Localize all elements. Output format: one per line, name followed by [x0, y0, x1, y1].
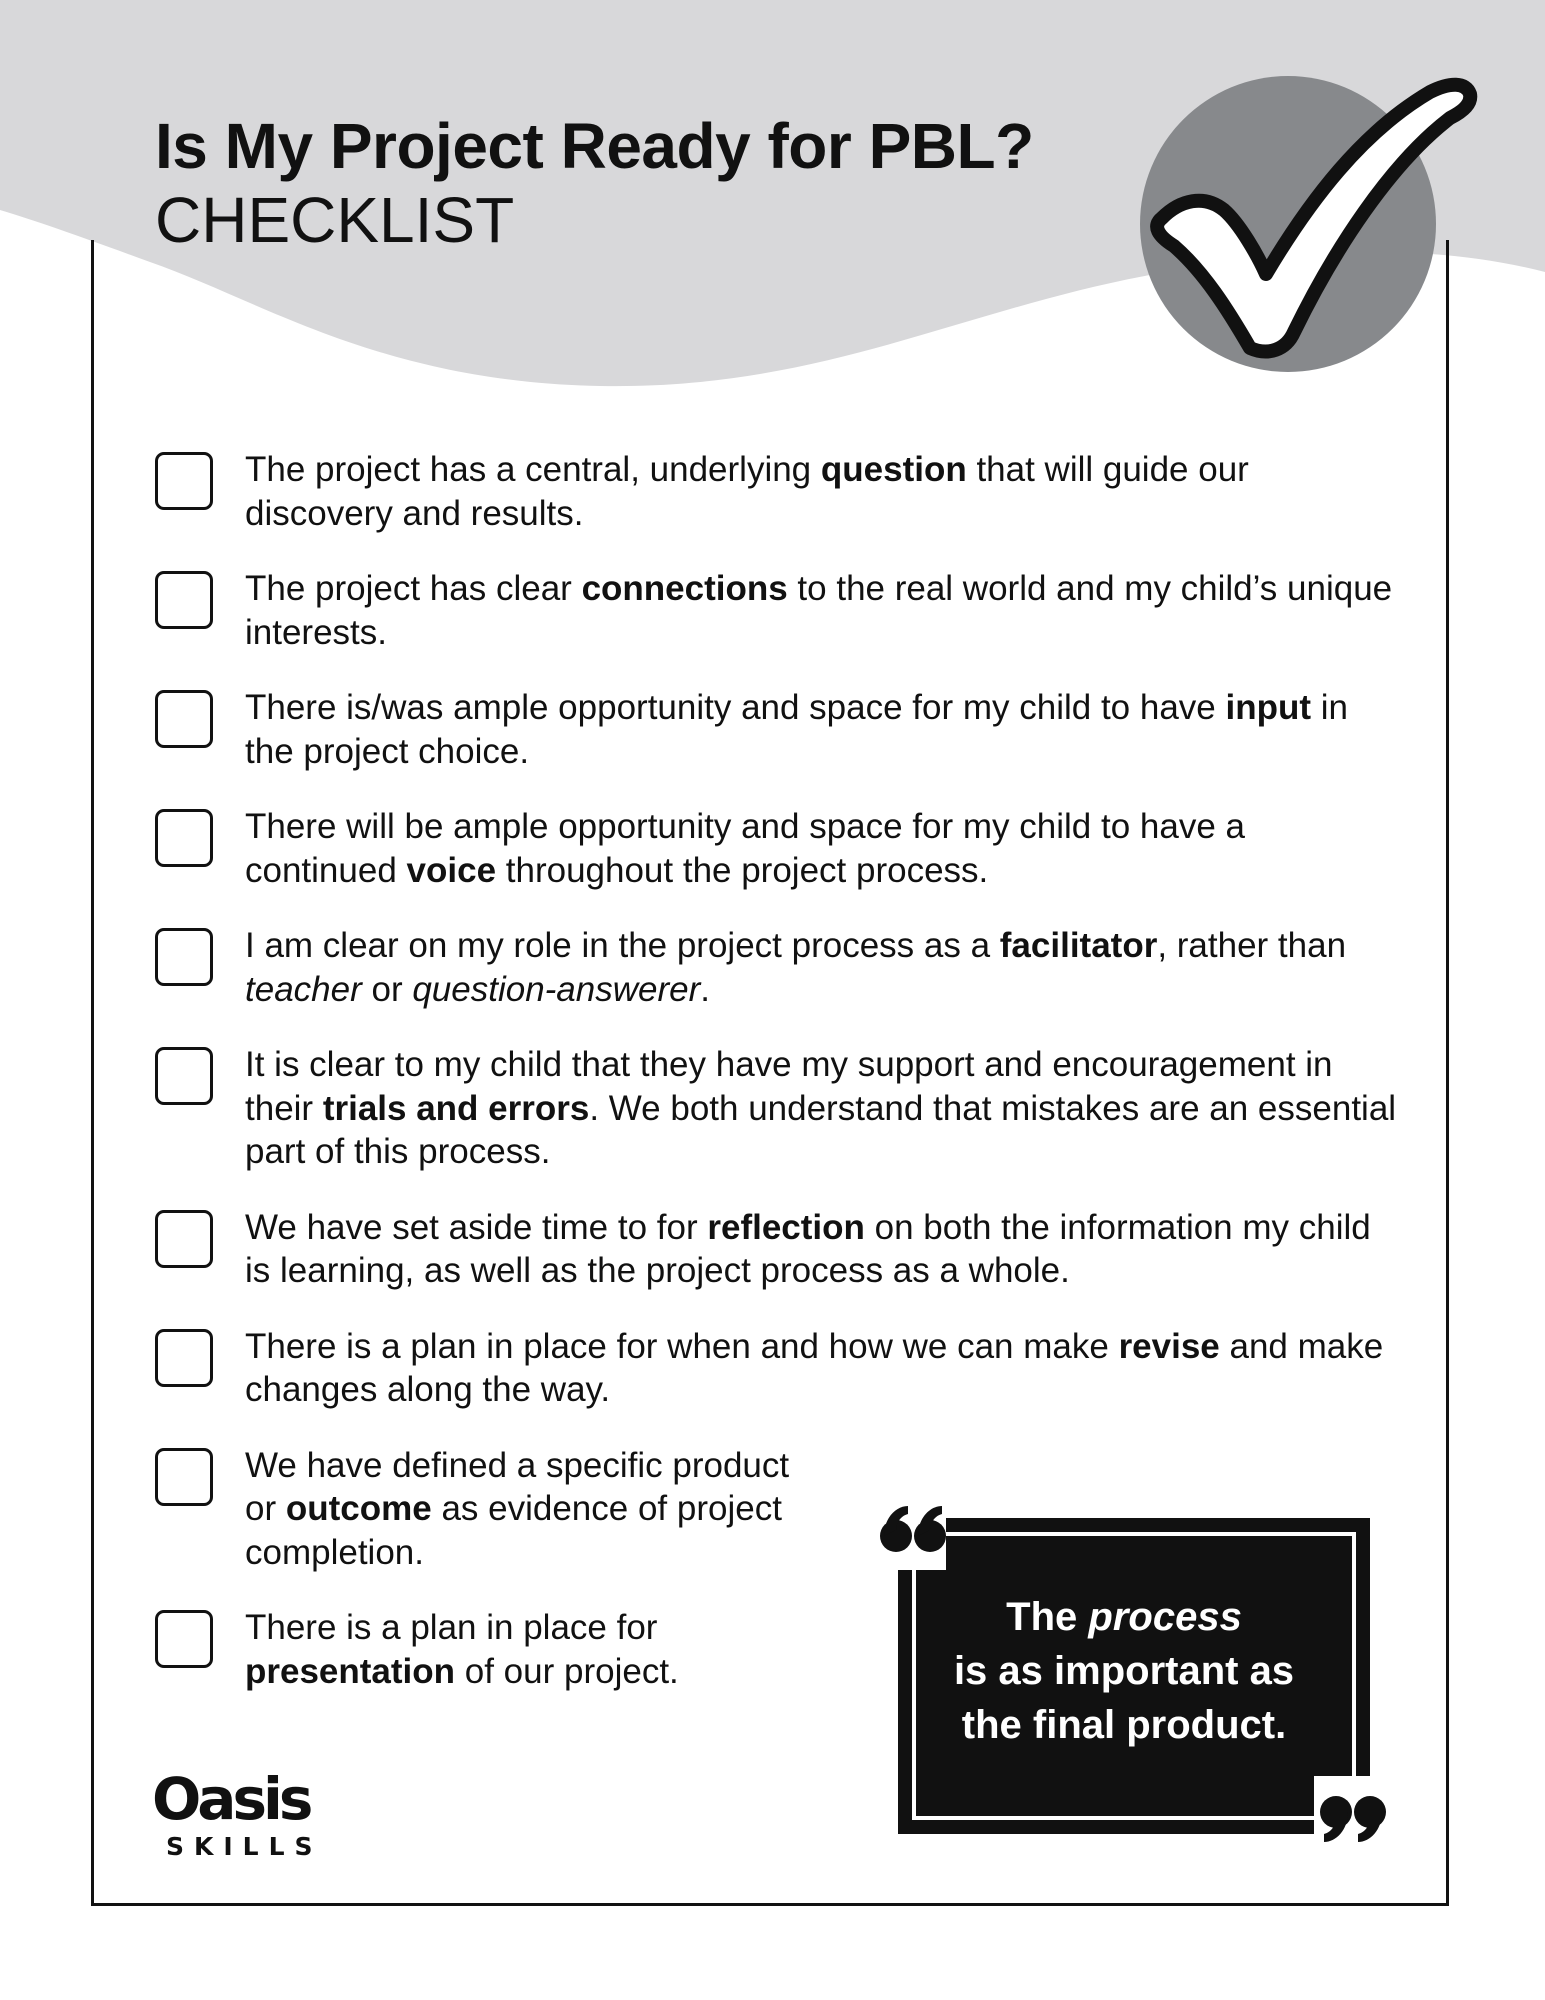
keyword: revise — [1118, 1326, 1220, 1366]
keyword: input — [1225, 688, 1312, 727]
quote-text-end: is as important as the final product. — [953, 1649, 1295, 1747]
oasis-skills-logo — [152, 1765, 352, 1861]
logo-brand: Oasis — [152, 1765, 310, 1833]
checklist-item[interactable] — [155, 1325, 1405, 1412]
emphasis: teacher — [245, 969, 362, 1009]
checklist-item[interactable] — [155, 567, 1405, 654]
logo-tagline: SKILLS — [166, 1832, 323, 1861]
page-subtitle: CHECKLIST — [155, 183, 515, 256]
checklist-item[interactable] — [155, 448, 1405, 535]
close-quote-icon — [1314, 1776, 1394, 1850]
checklist-item-text: There is a plan in place for presentation of our project. — [245, 1608, 679, 1691]
keyword: voice — [406, 850, 497, 890]
checklist-item-text: I am clear on my role in the project process as a facilitator, rather than teacher or question-answerer. — [245, 926, 1347, 1009]
checkmark-badge-icon — [1100, 60, 1480, 380]
checkbox[interactable] — [155, 571, 213, 629]
checklist-item[interactable] — [155, 686, 1405, 773]
checkbox[interactable] — [155, 1329, 213, 1387]
open-quote-icon — [874, 1500, 946, 1570]
checklist-item-text: There is/was ample opportunity and space for my child to have input in the project choice. — [245, 688, 1348, 771]
keyword: connections — [581, 569, 788, 608]
keyword: reflection — [707, 1207, 865, 1247]
checkbox[interactable] — [155, 1610, 213, 1668]
keyword: question — [820, 450, 967, 489]
quote-emphasis: process — [1088, 1595, 1242, 1639]
checkbox[interactable] — [155, 1210, 213, 1268]
checklist-item[interactable] — [155, 805, 1405, 892]
checklist-item-text: It is clear to my child that they have my support and encouragement in their trials and errors. We both understand that mistakes are an essential part of this process. — [245, 1045, 1397, 1171]
keyword: facilitator — [999, 926, 1158, 965]
checklist-item-text: The project has a central, underlying question that will guide our discovery and results. — [245, 450, 1249, 533]
quote-callout — [874, 1500, 1394, 1850]
checkbox[interactable] — [155, 1047, 213, 1105]
checkbox[interactable] — [155, 690, 213, 748]
header — [155, 110, 1034, 257]
checklist-item-text: The project has clear connections to the real world and my child’s unique interests. — [245, 569, 1393, 652]
checklist-item-text: There is a plan in place for when and how we can make revise and make changes along the way. — [245, 1326, 1384, 1409]
checklist-item-text: We have set aside time to for reflection on both the information my child is learning, as well as the project process as a whole. — [245, 1207, 1371, 1290]
keyword: presentation — [245, 1651, 456, 1691]
keyword: outcome — [285, 1489, 432, 1528]
checkbox[interactable] — [155, 452, 213, 510]
checkbox[interactable] — [155, 928, 213, 986]
quote-text-start: The — [1006, 1595, 1089, 1639]
checkbox[interactable] — [155, 1448, 213, 1506]
checklist-item[interactable] — [155, 1206, 1405, 1293]
emphasis: question-answerer — [412, 969, 701, 1009]
keyword: trials and errors — [322, 1088, 590, 1128]
quote-text — [934, 1590, 1314, 1752]
checklist-item[interactable] — [155, 1043, 1405, 1174]
page-title: Is My Project Ready for PBL? — [155, 110, 1034, 182]
checklist-item[interactable] — [155, 924, 1405, 1011]
checklist-item-text: There will be ample opportunity and space for my child to have a continued voice throughout the project process. — [245, 807, 1245, 890]
checkbox[interactable] — [155, 809, 213, 867]
checklist-item-text: We have defined a specific product or outcome as evidence of project completion. — [245, 1445, 790, 1572]
